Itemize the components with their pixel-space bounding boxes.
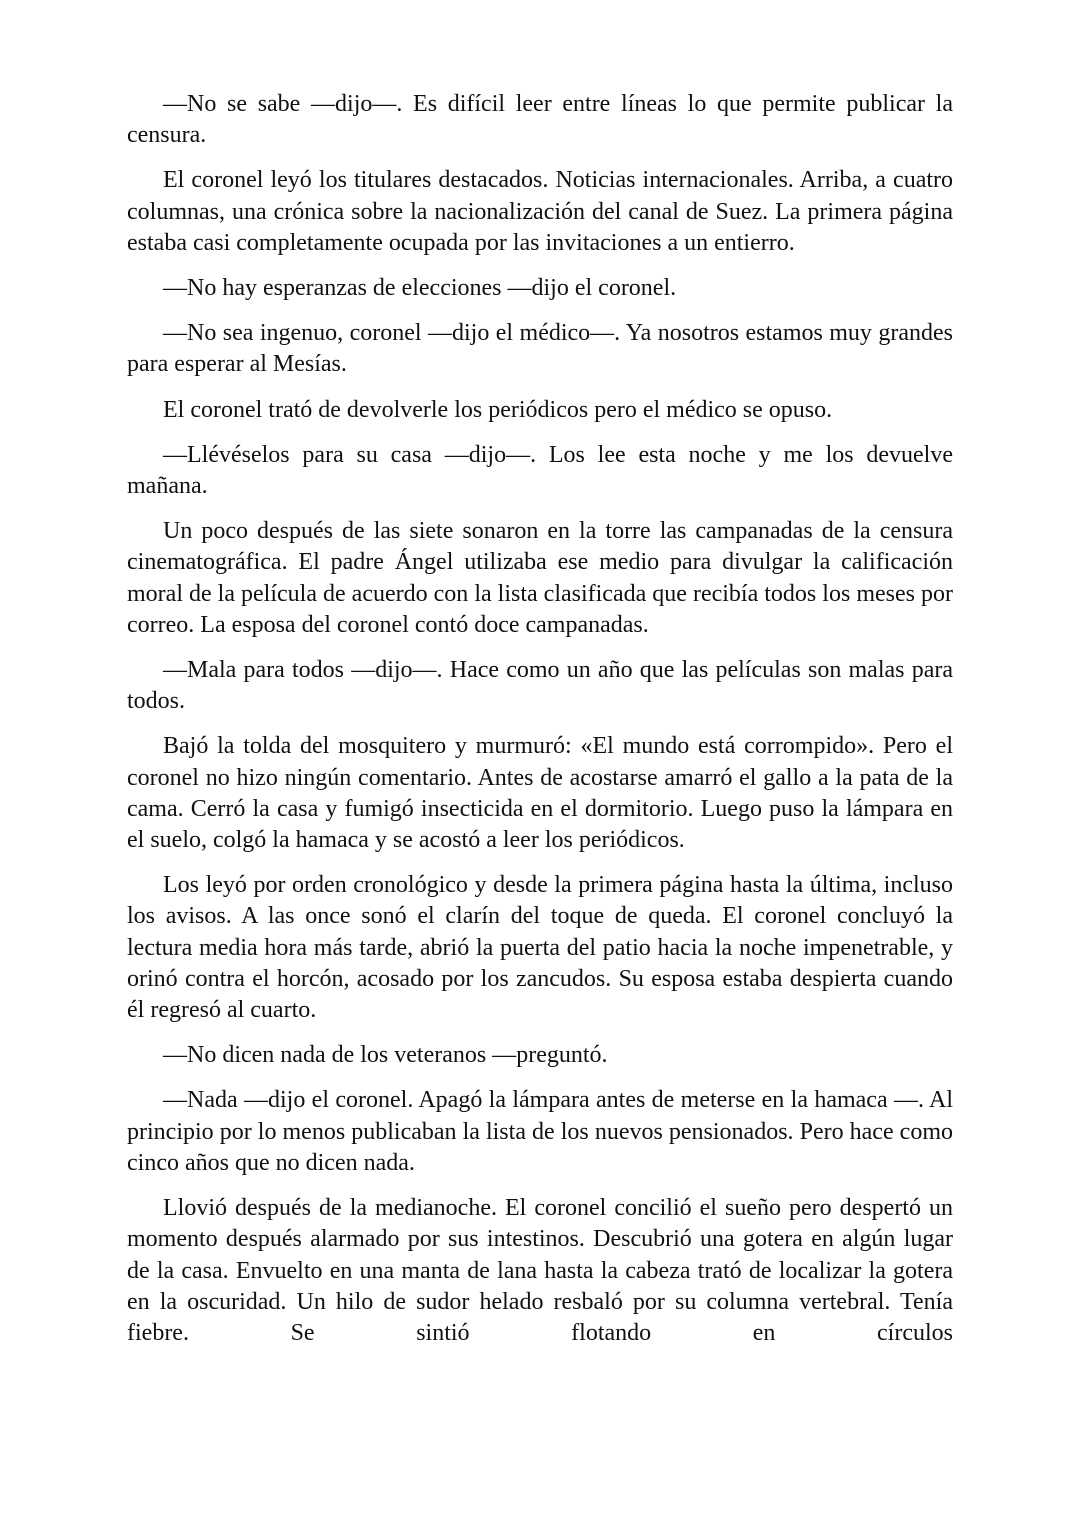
- paragraph: Los leyó por orden cronológico y desde la primera página hasta la última, incluso los avisos. A las once sonó el clarín del toque de queda. El coronel concluyó la lectura media hora más tarde, abrió la puerta del patio hacia la noche impenetrable, y orinó contra el horcón, acosado por los zancudos. Su esposa estaba despierta cuando él regresó al cuarto.: [127, 872, 953, 1024]
- paragraph: —No hay esperanzas de elecciones —dijo el coronel.: [163, 275, 677, 302]
- paragraph: —Llévéselos para su casa —dijo—. Los lee esta noche y me los devuelve mañana.: [127, 441, 953, 500]
- paragraph: —Nada —dijo el coronel. Apagó la lámpara antes de meterse en la hamaca —. Al principio por lo menos publicaban la lista de los nuevos pensionados. Pero hace como cinco años que no dicen nada.: [127, 1087, 953, 1176]
- book-page: [127, 89, 953, 1349]
- paragraph: —Mala para todos —dijo—. Hace como un año que las películas son malas para todos.: [127, 657, 953, 715]
- paragraph: El coronel trató de devolverle los periódicos pero el médico se opuso.: [163, 396, 833, 423]
- paragraph: Bajó la tolda del mosquitero y murmuró: «El mundo está corrompido». Pero el coronel no hizo ningún comentario. Antes de acostarse amarró el gallo a la pata de la cama. Cerró la casa y fumigó insecticida en el dormitorio. Luego puso la lámpara en el suelo, colgó la hamaca y se acostó a leer los periódicos.: [127, 733, 953, 854]
- paragraph: —No se sabe —dijo—. Es difícil leer entre líneas lo que permite publicar la censura.: [127, 91, 953, 149]
- paragraph: El coronel leyó los titulares destacados. Noticias internacionales. Arriba, a cuatro columnas, una crónica sobre la nacionalización del canal de Suez. La primera página estaba casi completamente ocupada por las invitaciones a un entierro.: [127, 167, 953, 256]
- paragraph: Un poco después de las siete sonaron en la torre las campanadas de la censura cinematográfica. El padre Ángel utilizaba ese medio para divulgar la calificación moral de la película de acuerdo con la lista clasificada que recibía todos los meses por correo. La esposa del coronel contó doce campanadas.: [127, 518, 953, 638]
- paragraph: —No sea ingenuo, coronel —dijo el médico—. Ya nosotros estamos muy grandes para esperar al Mesías.: [127, 320, 953, 378]
- paragraph: Llovió después de la medianoche. El coronel concilió el sueño pero despertó un momento después alarmado por sus intestinos. Descubrió una gotera en algún lugar de la casa. Envuelto en una manta de lana hasta la cabeza trató de localizar la gotera en la oscuridad. Un hilo de sudor helado resbaló por su columna vertebral. Tenía fiebre. Se sintió flotando en círculos: [127, 1195, 953, 1346]
- paragraph: —No dicen nada de los veteranos —preguntó.: [163, 1042, 608, 1069]
